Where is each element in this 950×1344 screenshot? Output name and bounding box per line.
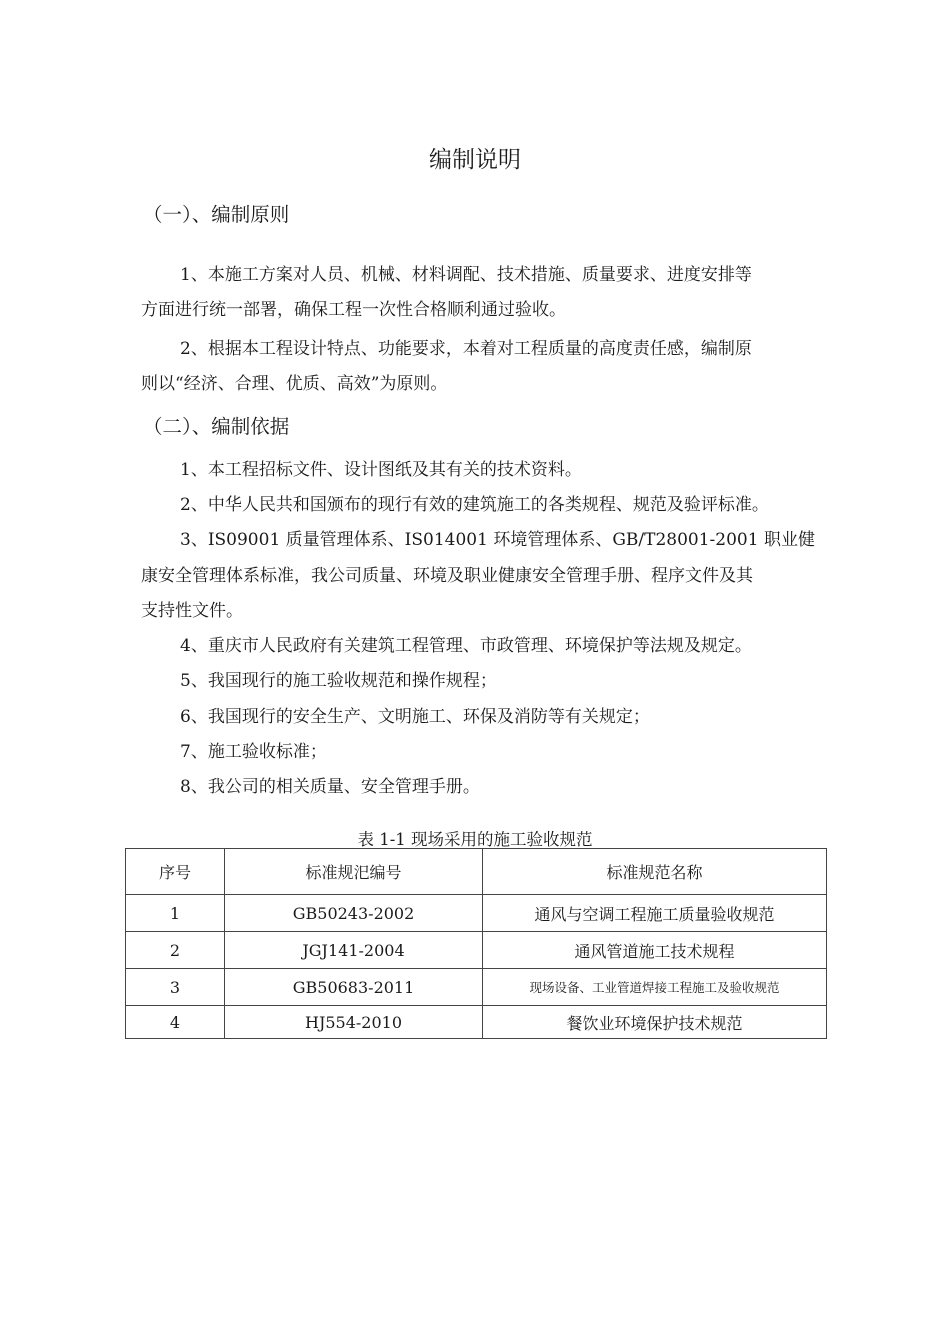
- principle-1-line2: 方面进行统一部署，确保工程一次性合格顺利通过验收。: [141, 300, 566, 320]
- row-index: 4: [126, 1006, 225, 1039]
- basis-item-3-line2: 康安全管理体系标准，我公司质量、环境及职业健康安全管理手册、程序文件及其: [141, 566, 753, 586]
- basis-item-6: 6、我国现行的安全生产、文明施工、环保及消防等有关规定；: [180, 707, 650, 727]
- table-row: [126, 1006, 827, 1039]
- header-code: 标准规汜编号: [225, 849, 483, 895]
- row-code: JGJ141-2004: [225, 932, 483, 969]
- basis-item-4: 4、重庆市人民政府有关建筑工程管理、市政管理、环境保护等法规及规定。: [180, 636, 752, 656]
- document-title: 编制说明: [429, 147, 521, 173]
- principle-1-line1: 1、本施工方案对人员、机械、材料调配、技术措施、质量要求、进度安排等: [180, 265, 752, 285]
- table-row: [126, 932, 827, 969]
- basis-item-7: 7、施工验收标准；: [180, 742, 327, 762]
- row-name: 通风与空调工程施工质量验收规范: [483, 895, 827, 932]
- row-index: 1: [126, 895, 225, 932]
- table-row: [126, 969, 827, 1006]
- basis-item-5: 5、我国现行的施工验收规范和操作规程；: [180, 671, 497, 691]
- row-name: 通风管道施工技术规程: [483, 932, 827, 969]
- basis-item-3-line3: 支持性文件。: [141, 601, 243, 621]
- section-heading-basis: （二）、编制依据: [143, 415, 290, 438]
- basis-item-8: 8、我公司的相关质量、安全管理手册。: [180, 777, 480, 797]
- row-code: GB50683-2011: [225, 969, 483, 1006]
- table-caption: 表 1-1 现场采用的施工验收规范: [357, 830, 593, 849]
- row-index: 2: [126, 932, 225, 969]
- principle-2-line1: 2、根据本工程设计特点、功能要求，本着对工程质量的高度责任感，编制原: [180, 339, 752, 359]
- standards-table: [125, 848, 827, 1039]
- header-index: 序号: [126, 849, 225, 895]
- basis-item-3-line1: 3、IS09001 质量管理体系、IS014001 环境管理体系、GB/T28001-2001 职业健: [180, 530, 815, 550]
- row-index: 3: [126, 969, 225, 1006]
- row-name: 餐饮业环境保护技术规范: [483, 1006, 827, 1039]
- table-row: [126, 895, 827, 932]
- row-code: GB50243-2002: [225, 895, 483, 932]
- row-name: 现场设备、工业管道焊接工程施工及验收规范: [483, 969, 827, 1006]
- table-header-row: [126, 849, 827, 895]
- basis-item-2: 2、中华人民共和国颁布的现行有效的建筑施工的各类规程、规范及验评标准。: [180, 495, 769, 515]
- basis-item-1: 1、本工程招标文件、设计图纸及其有关的技术资料。: [180, 460, 582, 480]
- row-code: HJ554-2010: [225, 1006, 483, 1039]
- header-name: 标准规范名称: [483, 849, 827, 895]
- principle-2-line2: 则以“经济、合理、优质、高效”为原则。: [141, 374, 448, 394]
- section-heading-principles: （一）、编制原则: [143, 203, 290, 226]
